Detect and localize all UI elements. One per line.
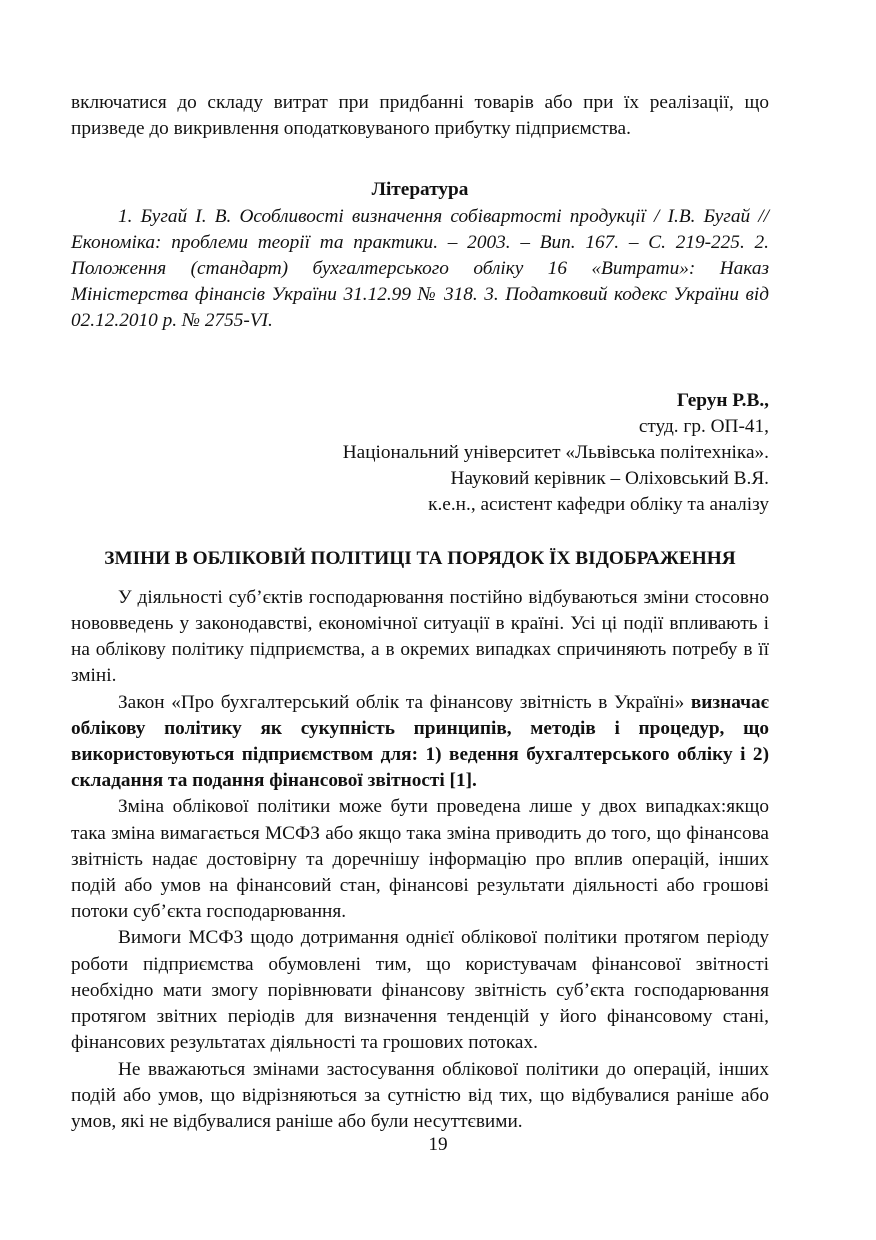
article-title: ЗМІНИ В ОБЛІКОВІЙ ПОЛІТИЦІ ТА ПОРЯДОК ЇХ ВІДОБРАЖЕННЯ xyxy=(104,547,736,569)
author-university: Національний університет «Львівська політехніка». xyxy=(342,442,769,464)
intro-paragraph: включатися до складу витрат при придбанні товарів або при їх реалізації, що призведе до викривлення оподатковуваного прибутку підприємства. xyxy=(71,92,769,140)
author-group: студ. гр. ОП-41, xyxy=(638,415,769,437)
references-heading: Література xyxy=(371,179,469,201)
article-paragraph-2 xyxy=(71,690,769,795)
article-paragraph-5: Не вважаються змінами застосування облікової політики до операцій, інших подій або умов, що відрізняються за сутністю від тих, що відбувалися раніше або умов, які не відбувалися раніше або були несуттєвими. xyxy=(71,1058,769,1132)
supervisor: Науковий керівник – Оліховський В.Я. xyxy=(450,468,769,490)
article-paragraph-4: Вимоги МСФЗ щодо дотримання однієї облікової політики протягом періоду роботи підприємства обумовлені тим, що користувачам фінансової звітності необхідно мати змогу порівнювати фінансову звітність суб’єкта господарювання протягом звітних періодів для визначення тенденцій у його фінансовому стані, фінансових результатах діяльності та грошових потоках. xyxy=(71,927,769,1054)
supervisor-title: к.е.н., асистент кафедри обліку та аналізу xyxy=(428,494,769,516)
author-name: Герун Р.В., xyxy=(676,389,769,411)
paragraph-2-bold-text: визначає облікову політику як сукупність принципів, методів і процедур, що використовуються підприємством для: 1) ведення бухгалтерського обліку і 2) складання та подання фінансової звітності [1]. xyxy=(71,691,769,792)
article-paragraph-1: У діяльності суб’єктів господарювання постійно відбуваються зміни стосовно нововведень у законодавстві, економічної ситуації в країні. Усі ці події впливають і на облікову політику підприємства, а в окремих випадках спричиняють потребу в її зміні. xyxy=(71,586,769,687)
page-content xyxy=(71,90,769,1135)
paragraph-2-normal-text: Закон «Про бухгалтерський облік та фінансову звітність в Україні» xyxy=(118,691,691,713)
article-paragraph-3: Зміна облікової політики може бути проведена лише у двох випадках:якщо така зміна вимагається МСФЗ або якщо така зміна приводить до того, що фінансова звітність надає достовірну та доречнішу інформацію про вплив операцій, інших подій або умов на фінансовий стан, фінансові результати діяльності або грошові потоки суб’єкта господарювання. xyxy=(71,796,769,923)
author-block xyxy=(71,388,769,519)
page-number: 19 xyxy=(428,1134,448,1155)
references-list: 1. Бугай І. В. Особливості визначення собівартості продукції / І.В. Бугай // Економіка: проблеми теорії та практики. – 2003. – Вип. 167. – С. 219-225. 2. Положення (стандарт) бухгалтерського обліку 16 «Витрати»: Наказ Міністерства фінансів України 31.12.99 № 318. 3. Податковий кодекс України від 02.12.2010 р. № 2755-VI. xyxy=(71,205,769,332)
